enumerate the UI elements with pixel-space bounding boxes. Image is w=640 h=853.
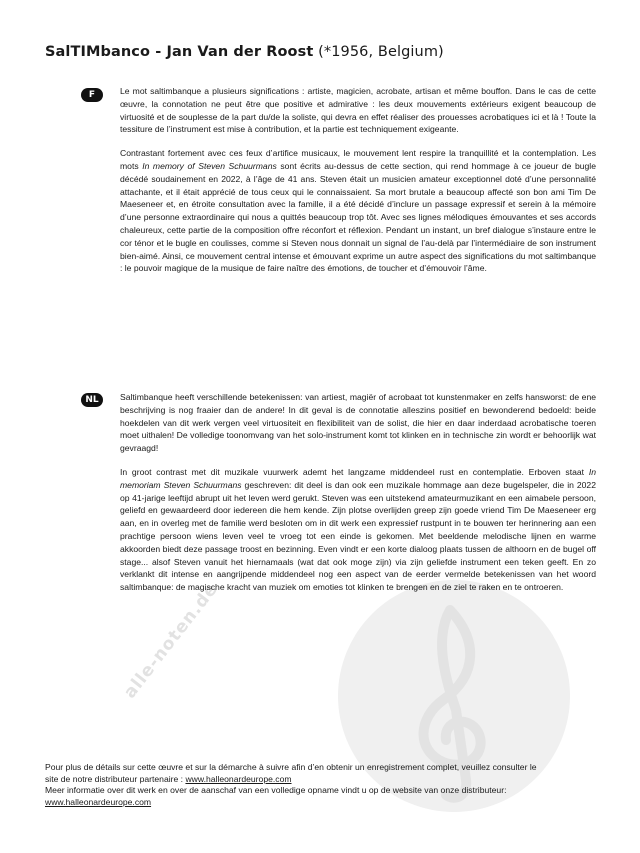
dutch-paragraph-2: [120, 466, 596, 594]
title-main: SalTIMbanco - Jan Van der Roost: [45, 44, 314, 60]
page-title: [45, 44, 444, 60]
footer: [45, 762, 605, 808]
title-meta: (*1956, Belgium): [313, 44, 444, 60]
french-p2-end: sont écrits au-dessus de cette section, qui rend hommage à ce joueur de bugle décédé soudainement en 2022, à l’âge de 41 ans. Steven était un musicien amateur exceptionnel doté d’une personnalité attachante, et il était apprécié de tous ceux qui le connaissaient. Sa mort brutale a beaucoup affecté son bon ami Tim De Maeseneer et, en étroite consultation avec la famille, il a été décidé d’inclure un passage expressif et serein à la mémoire d’une personne extraordinaire qui nous a quittés beaucoup trop tôt. Avec ses lignes mélodiques émouvantes et ses accords chaleureux, cette partie de la composition offre réconfort et réflexion. Pendant un instant, un bref dialogue s’instaure entre le cor ténor et le bugle en coulisses, comme si Steven nous donnait un signal de l’au-delà par l’intermédiaire de son instrument bien-aimé. Ainsi, ce mouvement central intense et émouvant exprime un autre aspect des significations du mot saltimbanque : le pouvoir magique de la musique de faire naître des émotions, de toucher et d’émouvoir l’âme.: [120, 160, 597, 274]
footer-fr-line-1: Pour plus de détails sur cette œuvre et sur la démarche à suivre afin d’en obtenir un enregistrement complet, veuillez consulter le: [45, 762, 537, 772]
footer-nl-line-2: [45, 797, 605, 809]
dutch-paragraph-1: Saltimbanque heeft verschillende betekenissen: van artiest, magiër of acrobaat tot kunstenmaker en zelfs hansworst: de ene beschrijving is nog fraaier dan de andere! In dit geval is de connotatie alleszins positief en bewonderend bedoeld: beide hoekdelen van dit werk vergen veel virtuositeit en flexibiliteit van de solist, die hier en daar inderdaad acrobatische toeren moet uithalen! De volledige toonomvang van het solo-instrument komt tot klinken en in technische zin wordt er behoorlijk wat gevraagd!: [120, 392, 596, 454]
french-paragraph-1: Le mot saltimbanque a plusieurs significations : artiste, magicien, acrobate, artisan et même bouffon. Dans le cas de cette œuvre, la connotation ne peut être que positive et admirative : les deux mouvements extérieurs exigent beaucoup de virtuosité et de souplesse de la part du/de la soliste, qui devra en effet réaliser des prouesses acrobatiques ici et là ! Toute la tessiture de l’instrument est mise à contribution, et la partie est techniquement exigeante.: [120, 86, 596, 135]
french-p2-start: Contrastant fortement avec ces feux d’artifice musicaux, le mouvement lent respire la tranquillité et la contemplation. Les mots: [120, 148, 596, 171]
french-paragraph-2: [120, 147, 596, 275]
footer-nl-line-1: Meer informatie over dit werk en over de aanschaf van een volledige opname vindt u op de website van onze distributeur:: [45, 785, 507, 795]
dutch-p2-start: In groot contrast met dit muzikale vuurwerk ademt het langzame middendeel rust en contemplatie. Erboven staat: [120, 466, 589, 477]
dutch-p2-italic: In memoriam Steven Schuurmans: [120, 466, 596, 490]
language-badge-nl: NL: [81, 393, 103, 407]
language-badge-fr: F: [81, 88, 103, 102]
distributor-link-fr[interactable]: www.halleonardeurope.com: [185, 773, 292, 784]
dutch-section: [120, 391, 596, 605]
dutch-p2-end: geschreven: dit deel is dan ook een muzikale hommage aan deze bugelspeler, die in 2022 op 41-jarige leeftijd abrupt uit het leven werd gerukt. Steven was een uitstekend amateurmuzikant en een aimabele persoon, geliefd en gewaardeerd door iedereen die hem kende. Zijn plotse overlijden greep zijn goede vriend Tim De Maeseneer erg aan, en in overleg met de familie werd besloten om in dit werk een expressief rustpunt in te bouwen ter herinnering aan een prachtige persoon wiens leven veel te vroeg tot een einde is gekomen. Met beeldende melodische lijnen en warme akkoorden biedt deze passage troost en bezinning. Even vindt er een korte dialoog plaats tussen de althoorn en de bugel off stage... alsof Steven vanuit het hiernamaals (wat dat ook moge zijn) via zijn geliefde instrument een teken geeft. En zo verklankt dit intense en aangrijpende middendeel nog een aspect van de eerder vermelde betekenissen van het woord saltimbanque: de magische kracht van muziek om emoties tot klinken te brengen en de ziel te raken en te ontroeren.: [120, 479, 596, 593]
french-section: [120, 85, 596, 286]
watermark-text: alle-noten.de: [120, 579, 223, 703]
distributor-link-nl[interactable]: www.halleonardeurope.com: [45, 796, 152, 807]
french-p2-italic: In memory of Steven Schuurmans: [142, 160, 277, 171]
footer-fr-line-2: [45, 774, 605, 786]
footer-fr-text: site de notre distributeur partenaire :: [45, 773, 186, 784]
